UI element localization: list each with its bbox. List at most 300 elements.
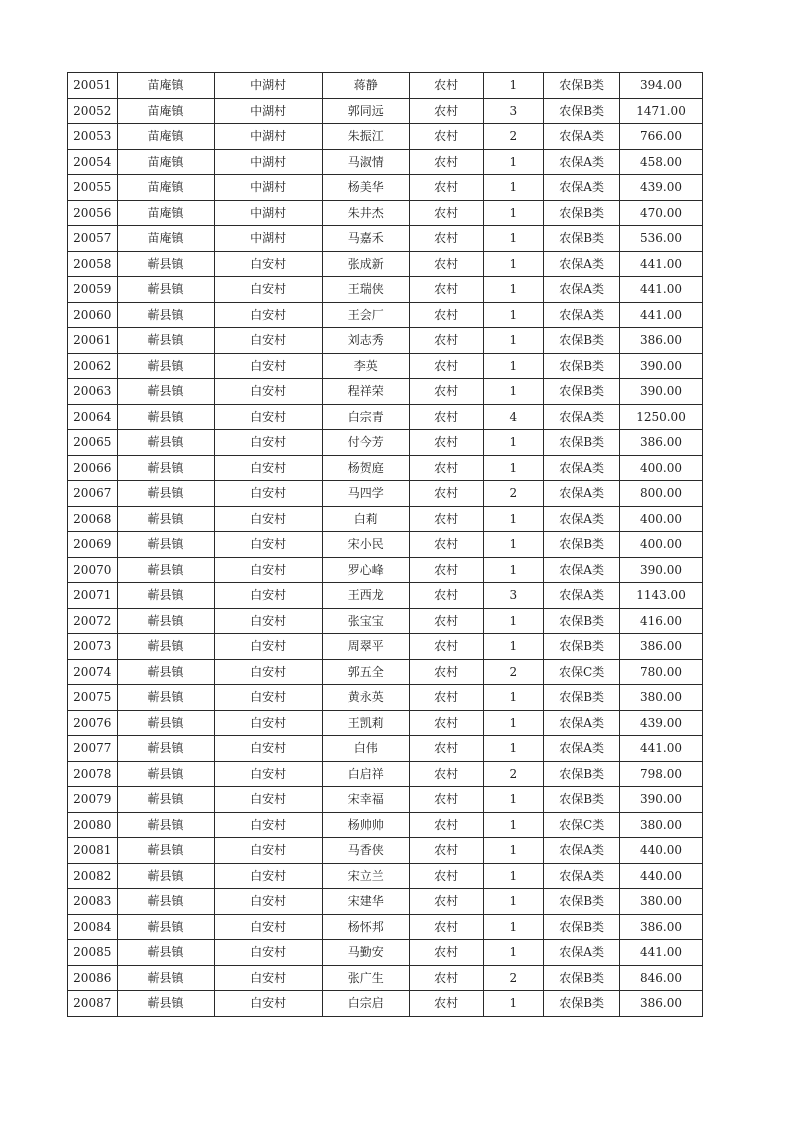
cell-town: 蕲县镇 [117, 659, 214, 685]
cell-name: 李英 [322, 353, 409, 379]
cell-family-count: 1 [483, 353, 544, 379]
cell-insurance-category: 农保A类 [544, 583, 620, 609]
cell-name: 王会厂 [322, 302, 409, 328]
cell-record-id: 20062 [68, 353, 118, 379]
cell-family-count: 2 [483, 761, 544, 787]
records-table [67, 72, 703, 1017]
table-row [68, 557, 703, 583]
cell-village: 白安村 [214, 430, 322, 456]
cell-household-type: 农村 [409, 430, 483, 456]
cell-amount: 1471.00 [620, 98, 703, 124]
cell-amount: 470.00 [620, 200, 703, 226]
cell-family-count: 1 [483, 685, 544, 711]
cell-village: 白安村 [214, 736, 322, 762]
cell-insurance-category: 农保B类 [544, 787, 620, 813]
cell-name: 蒋静 [322, 73, 409, 99]
cell-record-id: 20052 [68, 98, 118, 124]
cell-name: 朱振江 [322, 124, 409, 150]
cell-household-type: 农村 [409, 889, 483, 915]
cell-family-count: 1 [483, 940, 544, 966]
cell-name: 杨帅帅 [322, 812, 409, 838]
table-row [68, 634, 703, 660]
cell-amount: 846.00 [620, 965, 703, 991]
cell-village: 白安村 [214, 455, 322, 481]
cell-amount: 441.00 [620, 251, 703, 277]
cell-insurance-category: 农保B类 [544, 761, 620, 787]
cell-town: 蕲县镇 [117, 481, 214, 507]
records-table-body [68, 73, 703, 1017]
cell-town: 苗庵镇 [117, 149, 214, 175]
cell-name: 宋立兰 [322, 863, 409, 889]
cell-town: 蕲县镇 [117, 838, 214, 864]
table-row [68, 124, 703, 150]
cell-town: 蕲县镇 [117, 583, 214, 609]
cell-town: 蕲县镇 [117, 940, 214, 966]
table-row [68, 98, 703, 124]
cell-insurance-category: 农保B类 [544, 73, 620, 99]
cell-amount: 390.00 [620, 787, 703, 813]
cell-village: 白安村 [214, 761, 322, 787]
cell-record-id: 20086 [68, 965, 118, 991]
cell-record-id: 20053 [68, 124, 118, 150]
cell-village: 白安村 [214, 812, 322, 838]
cell-household-type: 农村 [409, 710, 483, 736]
cell-record-id: 20077 [68, 736, 118, 762]
cell-name: 马勤安 [322, 940, 409, 966]
cell-name: 王凯莉 [322, 710, 409, 736]
table-row [68, 73, 703, 99]
cell-amount: 458.00 [620, 149, 703, 175]
cell-town: 苗庵镇 [117, 200, 214, 226]
cell-amount: 1143.00 [620, 583, 703, 609]
table-row [68, 481, 703, 507]
cell-village: 白安村 [214, 506, 322, 532]
cell-family-count: 3 [483, 98, 544, 124]
cell-name: 郭同远 [322, 98, 409, 124]
cell-record-id: 20055 [68, 175, 118, 201]
cell-town: 蕲县镇 [117, 761, 214, 787]
cell-amount: 380.00 [620, 889, 703, 915]
table-row [68, 379, 703, 405]
cell-insurance-category: 农保B类 [544, 379, 620, 405]
cell-family-count: 2 [483, 659, 544, 685]
cell-name: 张成新 [322, 251, 409, 277]
cell-village: 白安村 [214, 838, 322, 864]
cell-town: 蕲县镇 [117, 736, 214, 762]
cell-insurance-category: 农保A类 [544, 736, 620, 762]
cell-village: 白安村 [214, 991, 322, 1017]
cell-name: 白伟 [322, 736, 409, 762]
cell-record-id: 20067 [68, 481, 118, 507]
cell-town: 蕲县镇 [117, 710, 214, 736]
cell-household-type: 农村 [409, 863, 483, 889]
cell-insurance-category: 农保B类 [544, 634, 620, 660]
cell-record-id: 20081 [68, 838, 118, 864]
cell-insurance-category: 农保A类 [544, 175, 620, 201]
cell-family-count: 2 [483, 965, 544, 991]
cell-town: 蕲县镇 [117, 685, 214, 711]
cell-town: 蕲县镇 [117, 634, 214, 660]
table-row [68, 940, 703, 966]
cell-insurance-category: 农保B类 [544, 889, 620, 915]
cell-record-id: 20051 [68, 73, 118, 99]
cell-village: 白安村 [214, 710, 322, 736]
cell-insurance-category: 农保B类 [544, 991, 620, 1017]
cell-village: 白安村 [214, 404, 322, 430]
cell-name: 白宗青 [322, 404, 409, 430]
cell-insurance-category: 农保B类 [544, 685, 620, 711]
cell-name: 程祥荣 [322, 379, 409, 405]
cell-town: 蕲县镇 [117, 787, 214, 813]
cell-amount: 441.00 [620, 736, 703, 762]
cell-household-type: 农村 [409, 914, 483, 940]
table-row [68, 608, 703, 634]
table-row [68, 226, 703, 252]
cell-amount: 390.00 [620, 353, 703, 379]
cell-amount: 386.00 [620, 430, 703, 456]
cell-name: 黄永英 [322, 685, 409, 711]
cell-village: 白安村 [214, 659, 322, 685]
cell-amount: 386.00 [620, 914, 703, 940]
cell-amount: 440.00 [620, 838, 703, 864]
table-row [68, 251, 703, 277]
cell-record-id: 20065 [68, 430, 118, 456]
cell-town: 蕲县镇 [117, 914, 214, 940]
cell-household-type: 农村 [409, 583, 483, 609]
cell-record-id: 20069 [68, 532, 118, 558]
cell-household-type: 农村 [409, 175, 483, 201]
cell-household-type: 农村 [409, 98, 483, 124]
cell-amount: 441.00 [620, 277, 703, 303]
cell-family-count: 1 [483, 379, 544, 405]
table-row [68, 583, 703, 609]
cell-village: 白安村 [214, 328, 322, 354]
cell-household-type: 农村 [409, 481, 483, 507]
cell-record-id: 20075 [68, 685, 118, 711]
cell-name: 周翠平 [322, 634, 409, 660]
cell-amount: 380.00 [620, 812, 703, 838]
cell-village: 白安村 [214, 965, 322, 991]
cell-record-id: 20080 [68, 812, 118, 838]
table-row [68, 149, 703, 175]
cell-name: 白莉 [322, 506, 409, 532]
cell-record-id: 20083 [68, 889, 118, 915]
cell-household-type: 农村 [409, 124, 483, 150]
cell-name: 张广生 [322, 965, 409, 991]
cell-household-type: 农村 [409, 302, 483, 328]
cell-amount: 441.00 [620, 940, 703, 966]
cell-household-type: 农村 [409, 736, 483, 762]
cell-village: 白安村 [214, 379, 322, 405]
cell-name: 白启祥 [322, 761, 409, 787]
table-row [68, 455, 703, 481]
cell-insurance-category: 农保A类 [544, 251, 620, 277]
cell-town: 苗庵镇 [117, 73, 214, 99]
cell-household-type: 农村 [409, 761, 483, 787]
table-row [68, 991, 703, 1017]
table-row [68, 787, 703, 813]
cell-insurance-category: 农保C类 [544, 812, 620, 838]
table-row [68, 532, 703, 558]
cell-record-id: 20078 [68, 761, 118, 787]
cell-family-count: 1 [483, 838, 544, 864]
cell-village: 中湖村 [214, 98, 322, 124]
cell-town: 蕲县镇 [117, 302, 214, 328]
cell-record-id: 20066 [68, 455, 118, 481]
cell-record-id: 20085 [68, 940, 118, 966]
cell-family-count: 1 [483, 812, 544, 838]
cell-village: 白安村 [214, 481, 322, 507]
cell-village: 白安村 [214, 583, 322, 609]
cell-record-id: 20070 [68, 557, 118, 583]
cell-household-type: 农村 [409, 991, 483, 1017]
cell-family-count: 1 [483, 455, 544, 481]
cell-village: 中湖村 [214, 149, 322, 175]
cell-village: 白安村 [214, 277, 322, 303]
cell-record-id: 20056 [68, 200, 118, 226]
cell-town: 蕲县镇 [117, 251, 214, 277]
cell-town: 蕲县镇 [117, 277, 214, 303]
cell-record-id: 20058 [68, 251, 118, 277]
cell-family-count: 1 [483, 736, 544, 762]
cell-name: 郭五全 [322, 659, 409, 685]
cell-household-type: 农村 [409, 685, 483, 711]
cell-insurance-category: 农保C类 [544, 659, 620, 685]
table-row [68, 328, 703, 354]
cell-family-count: 1 [483, 73, 544, 99]
table-row [68, 812, 703, 838]
table-row [68, 685, 703, 711]
cell-insurance-category: 农保A类 [544, 863, 620, 889]
cell-amount: 380.00 [620, 685, 703, 711]
table-row [68, 710, 703, 736]
cell-insurance-category: 农保A类 [544, 838, 620, 864]
cell-village: 白安村 [214, 608, 322, 634]
cell-insurance-category: 农保B类 [544, 914, 620, 940]
cell-insurance-category: 农保B类 [544, 965, 620, 991]
cell-name: 罗心峰 [322, 557, 409, 583]
cell-family-count: 1 [483, 328, 544, 354]
cell-insurance-category: 农保B类 [544, 430, 620, 456]
cell-name: 杨怀邦 [322, 914, 409, 940]
cell-household-type: 农村 [409, 73, 483, 99]
cell-amount: 400.00 [620, 455, 703, 481]
cell-record-id: 20064 [68, 404, 118, 430]
cell-record-id: 20060 [68, 302, 118, 328]
cell-amount: 441.00 [620, 302, 703, 328]
cell-amount: 439.00 [620, 175, 703, 201]
cell-town: 蕲县镇 [117, 965, 214, 991]
cell-insurance-category: 农保A类 [544, 481, 620, 507]
cell-name: 王瑞侠 [322, 277, 409, 303]
cell-town: 蕲县镇 [117, 991, 214, 1017]
table-row [68, 506, 703, 532]
table-row [68, 736, 703, 762]
cell-insurance-category: 农保B类 [544, 226, 620, 252]
cell-household-type: 农村 [409, 787, 483, 813]
cell-town: 苗庵镇 [117, 124, 214, 150]
cell-name: 刘志秀 [322, 328, 409, 354]
cell-household-type: 农村 [409, 608, 483, 634]
cell-household-type: 农村 [409, 634, 483, 660]
cell-insurance-category: 农保A类 [544, 404, 620, 430]
cell-record-id: 20071 [68, 583, 118, 609]
cell-town: 蕲县镇 [117, 889, 214, 915]
cell-family-count: 1 [483, 991, 544, 1017]
cell-household-type: 农村 [409, 353, 483, 379]
cell-village: 白安村 [214, 863, 322, 889]
cell-amount: 400.00 [620, 532, 703, 558]
table-row [68, 404, 703, 430]
cell-insurance-category: 农保A类 [544, 455, 620, 481]
cell-insurance-category: 农保B类 [544, 353, 620, 379]
cell-family-count: 1 [483, 251, 544, 277]
cell-household-type: 农村 [409, 965, 483, 991]
cell-record-id: 20076 [68, 710, 118, 736]
cell-family-count: 1 [483, 914, 544, 940]
table-row [68, 175, 703, 201]
cell-family-count: 3 [483, 583, 544, 609]
cell-name: 马嘉禾 [322, 226, 409, 252]
cell-town: 蕲县镇 [117, 404, 214, 430]
cell-household-type: 农村 [409, 200, 483, 226]
cell-name: 马香侠 [322, 838, 409, 864]
cell-family-count: 1 [483, 532, 544, 558]
cell-record-id: 20082 [68, 863, 118, 889]
cell-household-type: 农村 [409, 226, 483, 252]
cell-household-type: 农村 [409, 838, 483, 864]
cell-household-type: 农村 [409, 557, 483, 583]
cell-town: 蕲县镇 [117, 863, 214, 889]
cell-insurance-category: 农保B类 [544, 200, 620, 226]
cell-village: 白安村 [214, 251, 322, 277]
cell-town: 蕲县镇 [117, 430, 214, 456]
cell-amount: 400.00 [620, 506, 703, 532]
cell-town: 蕲县镇 [117, 532, 214, 558]
cell-town: 蕲县镇 [117, 608, 214, 634]
cell-town: 苗庵镇 [117, 226, 214, 252]
cell-amount: 780.00 [620, 659, 703, 685]
cell-household-type: 农村 [409, 277, 483, 303]
cell-household-type: 农村 [409, 455, 483, 481]
cell-village: 白安村 [214, 302, 322, 328]
cell-name: 王西龙 [322, 583, 409, 609]
cell-family-count: 1 [483, 175, 544, 201]
cell-family-count: 1 [483, 277, 544, 303]
table-row [68, 914, 703, 940]
cell-record-id: 20061 [68, 328, 118, 354]
table-row [68, 302, 703, 328]
cell-village: 白安村 [214, 557, 322, 583]
cell-village: 中湖村 [214, 175, 322, 201]
cell-amount: 439.00 [620, 710, 703, 736]
cell-record-id: 20079 [68, 787, 118, 813]
cell-amount: 386.00 [620, 328, 703, 354]
cell-insurance-category: 农保A类 [544, 124, 620, 150]
cell-village: 白安村 [214, 685, 322, 711]
cell-record-id: 20072 [68, 608, 118, 634]
cell-village: 中湖村 [214, 200, 322, 226]
cell-household-type: 农村 [409, 328, 483, 354]
cell-amount: 394.00 [620, 73, 703, 99]
cell-name: 马四学 [322, 481, 409, 507]
cell-insurance-category: 农保A类 [544, 557, 620, 583]
cell-village: 白安村 [214, 889, 322, 915]
cell-family-count: 1 [483, 149, 544, 175]
cell-household-type: 农村 [409, 812, 483, 838]
cell-insurance-category: 农保B类 [544, 608, 620, 634]
cell-household-type: 农村 [409, 506, 483, 532]
cell-family-count: 1 [483, 506, 544, 532]
cell-name: 付今芳 [322, 430, 409, 456]
cell-household-type: 农村 [409, 404, 483, 430]
cell-name: 朱井杰 [322, 200, 409, 226]
table-row [68, 200, 703, 226]
cell-family-count: 2 [483, 481, 544, 507]
table-row [68, 889, 703, 915]
table-row [68, 838, 703, 864]
cell-family-count: 1 [483, 634, 544, 660]
cell-amount: 390.00 [620, 379, 703, 405]
cell-village: 白安村 [214, 787, 322, 813]
cell-family-count: 1 [483, 200, 544, 226]
cell-name: 杨美华 [322, 175, 409, 201]
cell-record-id: 20073 [68, 634, 118, 660]
cell-insurance-category: 农保A类 [544, 506, 620, 532]
cell-town: 蕲县镇 [117, 328, 214, 354]
cell-family-count: 4 [483, 404, 544, 430]
cell-insurance-category: 农保B类 [544, 532, 620, 558]
cell-town: 蕲县镇 [117, 506, 214, 532]
table-row [68, 965, 703, 991]
table-row [68, 353, 703, 379]
cell-village: 中湖村 [214, 73, 322, 99]
cell-village: 白安村 [214, 353, 322, 379]
cell-town: 蕲县镇 [117, 557, 214, 583]
cell-family-count: 1 [483, 557, 544, 583]
cell-household-type: 农村 [409, 149, 483, 175]
cell-village: 中湖村 [214, 226, 322, 252]
cell-household-type: 农村 [409, 940, 483, 966]
cell-insurance-category: 农保A类 [544, 710, 620, 736]
table-row [68, 863, 703, 889]
cell-family-count: 1 [483, 226, 544, 252]
cell-family-count: 2 [483, 124, 544, 150]
cell-record-id: 20074 [68, 659, 118, 685]
cell-insurance-category: 农保B类 [544, 98, 620, 124]
table-row [68, 659, 703, 685]
table-row [68, 277, 703, 303]
table-row [68, 430, 703, 456]
cell-town: 蕲县镇 [117, 812, 214, 838]
cell-village: 白安村 [214, 940, 322, 966]
cell-village: 中湖村 [214, 124, 322, 150]
cell-village: 白安村 [214, 634, 322, 660]
cell-insurance-category: 农保B类 [544, 328, 620, 354]
cell-name: 杨贺庭 [322, 455, 409, 481]
cell-amount: 386.00 [620, 991, 703, 1017]
cell-town: 苗庵镇 [117, 98, 214, 124]
cell-family-count: 1 [483, 430, 544, 456]
cell-name: 宋小民 [322, 532, 409, 558]
cell-family-count: 1 [483, 889, 544, 915]
cell-record-id: 20068 [68, 506, 118, 532]
cell-name: 张宝宝 [322, 608, 409, 634]
cell-record-id: 20057 [68, 226, 118, 252]
cell-name: 白宗启 [322, 991, 409, 1017]
cell-village: 白安村 [214, 532, 322, 558]
cell-insurance-category: 农保A类 [544, 940, 620, 966]
